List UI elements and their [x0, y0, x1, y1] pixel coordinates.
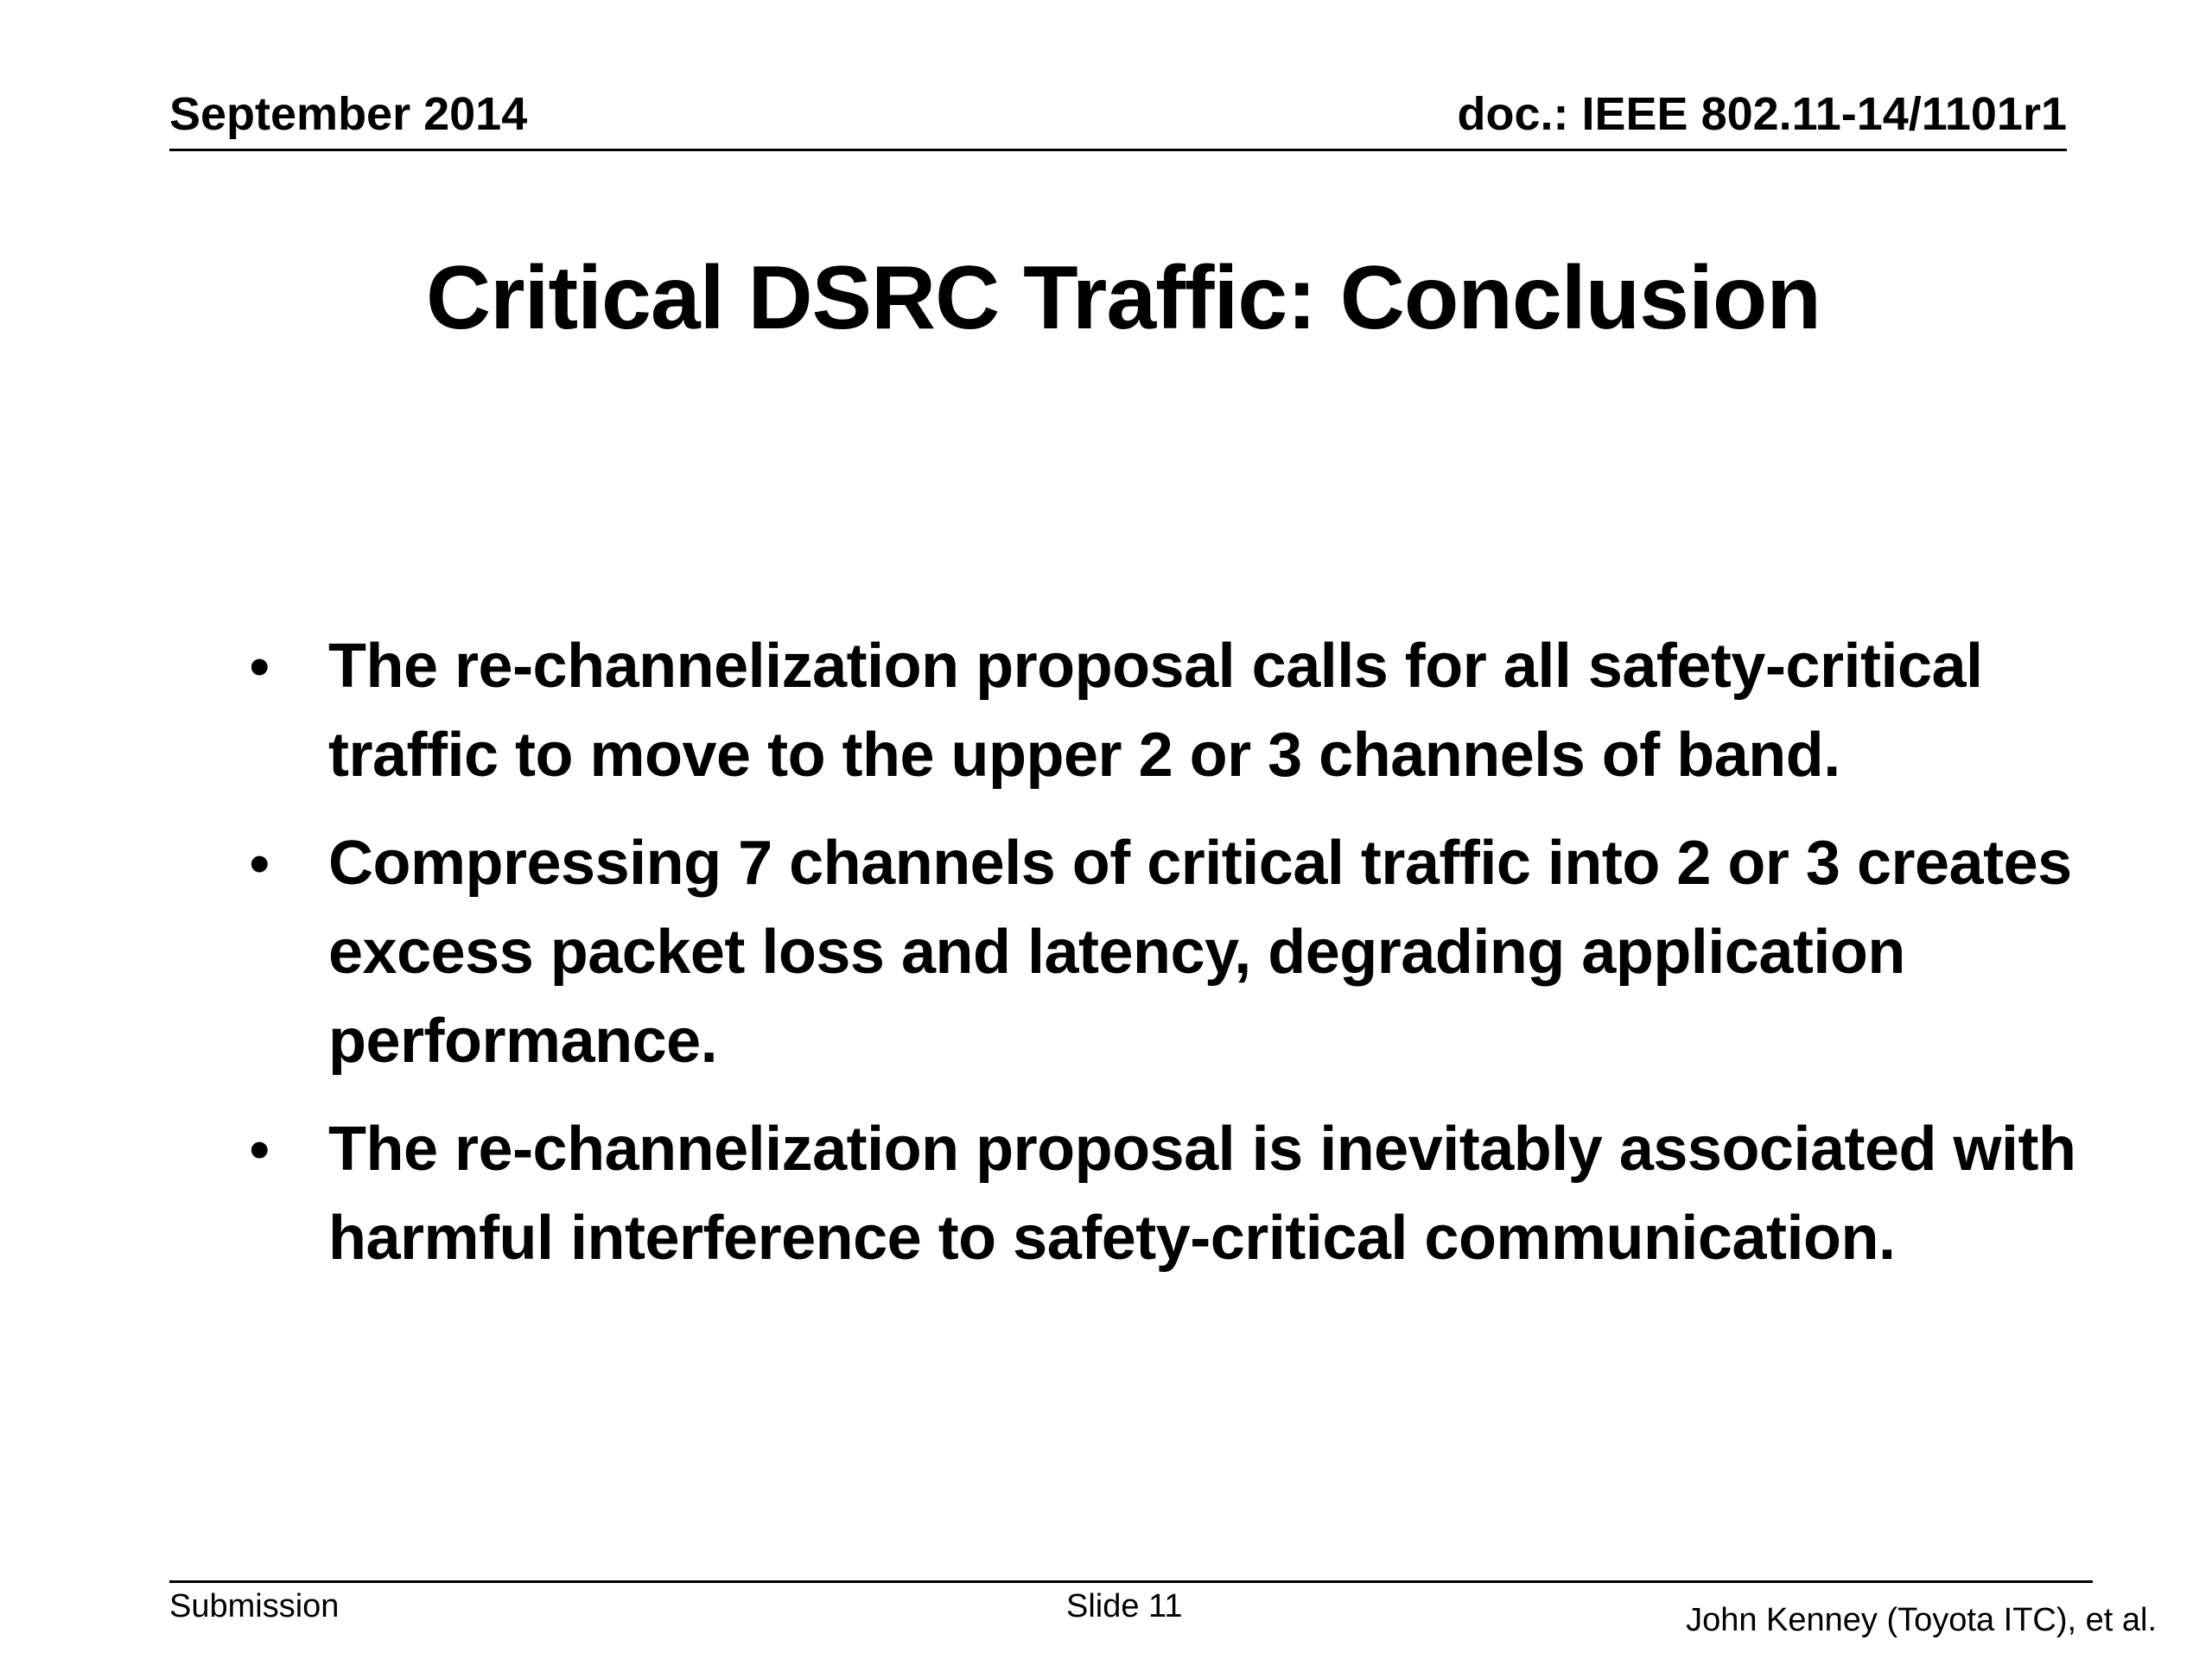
bullet-list [233, 622, 2082, 1302]
bullet-item [233, 622, 2082, 800]
header-date: September 2014 [169, 88, 528, 140]
bullet-item [233, 1105, 2082, 1283]
bullet-icon: • [249, 634, 270, 698]
bullet-icon: • [249, 831, 270, 895]
bullet-text: Compressing 7 channels of critical traffic into 2 or 3 creates excess packet loss and latency, degrading application performance. [328, 829, 2072, 1076]
footer-divider [169, 1580, 2093, 1583]
footer-author: John Kenney (Toyota ITC), et al. [1686, 1602, 2157, 1638]
bullet-text: The re-channelization proposal is inevitably associated with harmful interference to safety-critical communication. [328, 1115, 2076, 1273]
slide-title: Critical DSRC Traffic: Conclusion [426, 248, 1821, 348]
bullet-text: The re-channelization proposal calls for all safety-critical traffic to move to the upper 2 or 3 channels of band. [328, 632, 1983, 790]
bullet-icon: • [249, 1117, 270, 1181]
header-doc-id: doc.: IEEE 802.11-14/1101r1 [1457, 88, 2067, 140]
bullet-item [233, 819, 2082, 1086]
footer-submission: Submission [169, 1588, 340, 1624]
footer-slide-number: Slide 11 [1066, 1588, 1183, 1624]
slide-header [169, 86, 2067, 151]
